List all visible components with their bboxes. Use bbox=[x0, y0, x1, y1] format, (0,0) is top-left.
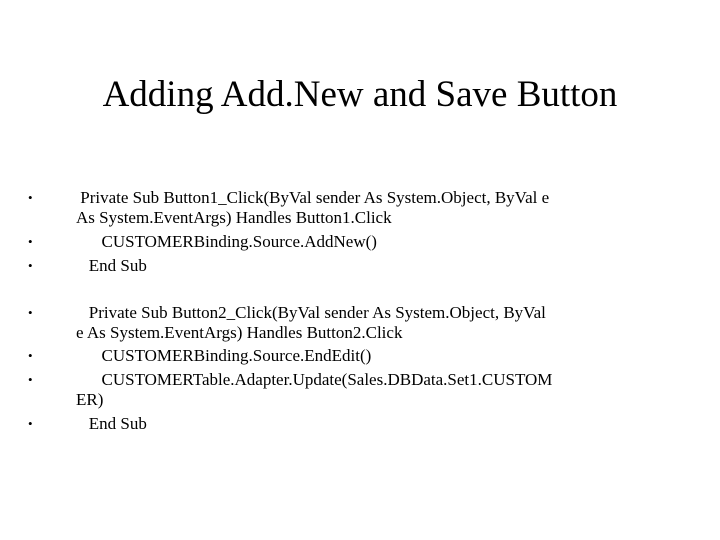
code-line: Private Sub Button1_Click(ByVal sender As System.Object, ByVal e As System.EventArgs) Handles Button1.Click bbox=[76, 188, 550, 227]
code-line: Private Sub Button2_Click(ByVal sender As System.Object, ByVal e As System.EventArgs) Handles Button2.Click bbox=[76, 303, 546, 342]
code-line: CUSTOMERTable.Adapter.Update(Sales.DBData.Set1.CUSTOM ER) bbox=[76, 370, 553, 409]
code-line: CUSTOMERBinding.Source.EndEdit() bbox=[76, 346, 372, 365]
code-line: End Sub bbox=[76, 414, 147, 433]
bullet-dot: • bbox=[28, 372, 33, 387]
bullet-dot: • bbox=[28, 258, 33, 273]
slide-title: Adding Add.New and Save Button bbox=[102, 74, 618, 115]
code-line: End Sub bbox=[76, 256, 147, 275]
bullet-dot: • bbox=[28, 416, 33, 431]
bullet-dot: • bbox=[28, 305, 33, 320]
bullet-dot: • bbox=[28, 234, 33, 249]
bullet-dot: • bbox=[28, 348, 33, 363]
bullet-dot: • bbox=[28, 190, 33, 205]
code-line: CUSTOMERBinding.Source.AddNew() bbox=[76, 232, 377, 251]
